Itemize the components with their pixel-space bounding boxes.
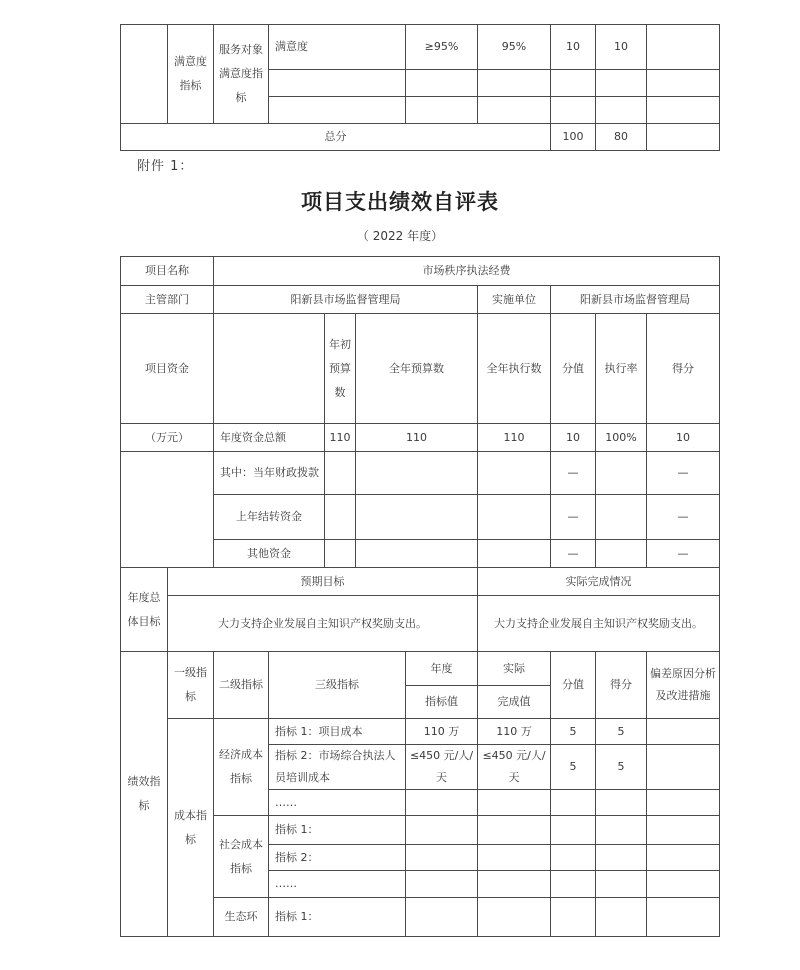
level2-header: 二级指标	[214, 652, 269, 719]
fiscal-funds-label: 其中：当年财政拨款	[214, 452, 325, 495]
level1-header: 一级指标	[168, 652, 214, 719]
expected-goal-header: 预期目标	[168, 568, 478, 596]
unit-label: （万元）	[121, 424, 214, 452]
indicator-target: 110 万	[406, 719, 478, 745]
page-title: 项目支出绩效自评表	[301, 189, 499, 214]
indicator-target: ≤450 元/人/天	[406, 745, 478, 790]
indicator-score: 5	[596, 719, 647, 745]
indicator-row-name: 指标 1：	[269, 898, 406, 937]
ellipsis-row: ……	[269, 871, 406, 898]
actual-result-text: 大力支持企业发展自主知识产权奖励支出。	[478, 596, 720, 652]
top-deviation	[647, 25, 720, 70]
ellipsis-row: ……	[269, 790, 406, 816]
indicator-row-name: 指标 1：项目成本	[269, 719, 406, 745]
dept-value: 阳新县市场监督管理局	[214, 286, 478, 314]
indicator-row-name: 指标 1：	[269, 816, 406, 845]
top-table	[120, 24, 720, 151]
score-header: 得分	[647, 314, 720, 424]
perf-indicator-label: 绩效指标	[121, 652, 168, 937]
cost-indicator-label: 成本指标	[168, 719, 214, 937]
dash: —	[551, 540, 596, 568]
year-target-header-top: 年度	[406, 652, 478, 686]
annual-exec-header: 全年执行数	[478, 314, 551, 424]
annual-budget-header: 全年预算数	[356, 314, 478, 424]
indicator-score: 5	[596, 745, 647, 790]
impl-value: 阳新县市场监督管理局	[551, 286, 720, 314]
top-indicator: 满意度	[269, 25, 406, 70]
indicator-row-name: 指标 2：	[269, 845, 406, 871]
attachment-label: 附件 1：	[137, 159, 194, 174]
total-rate: 100%	[596, 424, 647, 452]
top-total-value: 100	[551, 124, 596, 151]
top-score-value: 10	[551, 25, 596, 70]
target-value-header: 指标值	[406, 686, 478, 719]
indicator-actual: ≤450 元/人/天	[478, 745, 551, 790]
dash: —	[551, 452, 596, 495]
deviation-col: 偏差原因分析及改进措施	[647, 652, 720, 719]
indicator-row-name: 指标 2：市场综合执法人员培训成本	[269, 745, 406, 790]
project-name: 市场秩序执法经费	[214, 257, 720, 286]
impl-label: 实施单位	[478, 286, 551, 314]
actual-result-header: 实际完成情况	[478, 568, 720, 596]
funds-label: 项目资金	[121, 314, 214, 424]
top-actual: 95%	[478, 25, 551, 70]
top-level3-cell: 服务对象满意度指标	[214, 25, 269, 124]
indicator-score-value: 5	[551, 719, 596, 745]
total-score-value: 10	[551, 424, 596, 452]
score-value-col: 分值	[551, 652, 596, 719]
exec-rate-header: 执行率	[596, 314, 647, 424]
expected-goal-text: 大力支持企业发展自主知识产权奖励支出。	[168, 596, 478, 652]
actual-header-top: 实际	[478, 652, 551, 686]
score-col: 得分	[596, 652, 647, 719]
total-score: 10	[647, 424, 720, 452]
carry-funds-label: 上年结转资金	[214, 495, 325, 540]
top-score: 10	[596, 25, 647, 70]
total-initial: 110	[325, 424, 356, 452]
total-funds-label: 年度资金总额	[214, 424, 325, 452]
total-budget: 110	[356, 424, 478, 452]
self-evaluation-table	[120, 256, 720, 937]
eco-cost-label: 生态环	[214, 898, 269, 937]
dash: —	[551, 495, 596, 540]
total-exec: 110	[478, 424, 551, 452]
dash: —	[647, 452, 720, 495]
top-level2-cell: 满意度指标	[168, 25, 214, 124]
other-funds-label: 其他资金	[214, 540, 325, 568]
actual-value-header: 完成值	[478, 686, 551, 719]
top-blank-cell	[121, 25, 168, 124]
project-name-label: 项目名称	[121, 257, 214, 286]
year-subtitle: （ 2022 年度）	[356, 229, 444, 243]
dept-label: 主管部门	[121, 286, 214, 314]
top-total-score: 80	[596, 124, 647, 151]
econ-cost-label: 经济成本指标	[214, 719, 269, 816]
indicator-actual: 110 万	[478, 719, 551, 745]
indicator-score-value: 5	[551, 745, 596, 790]
dash: —	[647, 540, 720, 568]
level3-header: 三级指标	[269, 652, 406, 719]
top-total-label: 总分	[121, 124, 551, 151]
dash: —	[647, 495, 720, 540]
score-value-header: 分值	[551, 314, 596, 424]
top-target: ≥95%	[406, 25, 478, 70]
social-cost-label: 社会成本指标	[214, 816, 269, 898]
annual-goal-label: 年度总体目标	[121, 568, 168, 652]
initial-budget-header: 年初预算数	[325, 314, 356, 424]
